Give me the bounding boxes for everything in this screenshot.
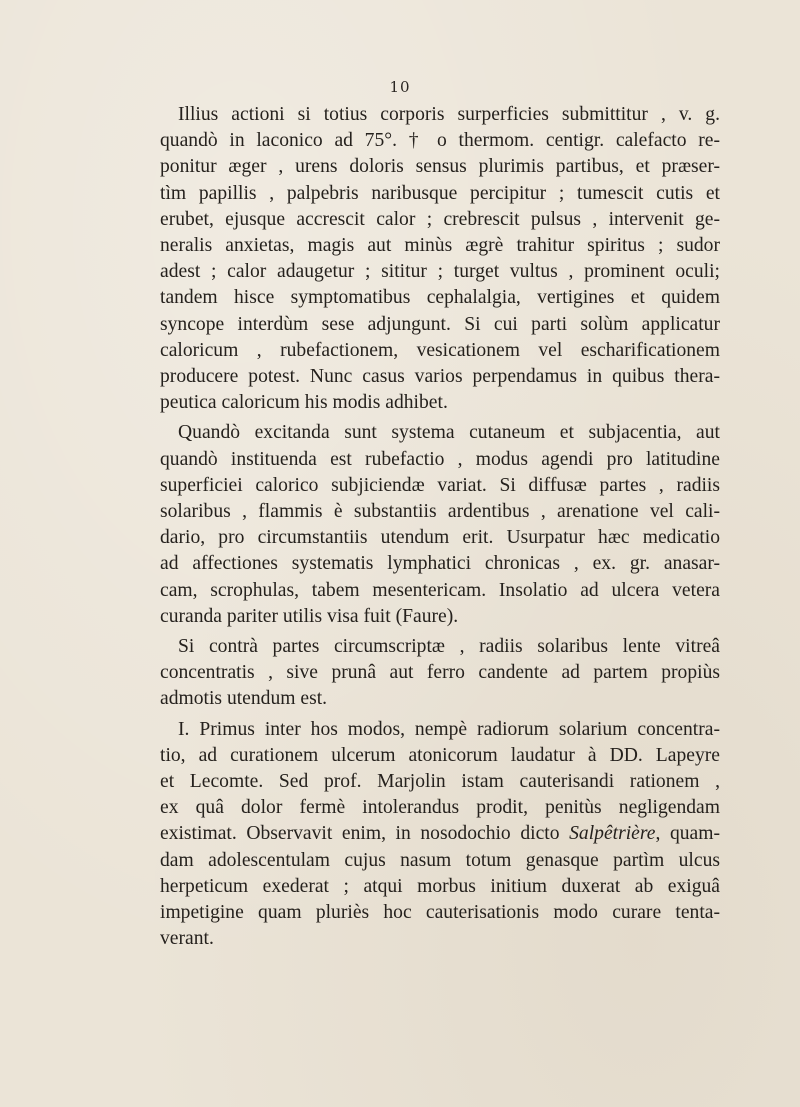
text-line: Si contrà partes circumscriptæ , radiis solaribus lente vitreâ — [178, 636, 720, 658]
text-line: tio, ad curationem ulcerum atonicorum laudatur à DD. Lapeyre — [160, 744, 720, 766]
text-line: solaribus , flammis è substantiis ardentibus , arenatione vel cali- — [160, 501, 720, 523]
text-line: quandò instituenda est rubefactio , modus agendi pro latitudine — [160, 448, 720, 470]
paragraph — [160, 634, 720, 713]
italic-place-name: Salpêtrière — [569, 823, 656, 845]
text-line: I. Primus inter hos modos, nempè radiorum solarium concentra- — [178, 718, 720, 740]
text-line: tandem hisce symptomatibus cephalalgia, vertigines et quidem — [160, 287, 720, 309]
text-line: verant. — [160, 928, 214, 950]
text-line: et Lecomte. Sed prof. Marjolin istam cauterisandi rationem , — [160, 771, 720, 793]
text-line: superficiei calorico subjiciendæ variat. Si diffusæ partes , radiis — [160, 474, 720, 496]
text-line: caloricum , rubefactionem, vesicationem vel escharificationem — [160, 339, 720, 361]
text-line: producere potest. Nunc casus varios perpendamus in quibus thera- — [160, 366, 720, 388]
text-line: ex quâ dolor fermè intolerandus prodit, penitùs negligendam — [160, 797, 720, 819]
text-line: adest ; calor adaugetur ; sititur ; turget vultus , prominent oculi; — [160, 261, 720, 283]
text-line: impetigine quam pluriès hoc cauterisationis modo curare tenta- — [160, 902, 720, 924]
text-line: dam adolescentulam cujus nasum totum genasque partìm ulcus — [160, 849, 720, 871]
text-line: ponitur æger , urens doloris sensus plurimis partibus, et præser- — [160, 156, 720, 178]
paragraph — [160, 420, 720, 630]
text-line: herpeticum exederat ; atqui morbus initium duxerat ab exiguâ — [160, 875, 720, 897]
text-line: dario, pro circumstantiis utendum erit. Usurpatur hæc medicatio — [160, 527, 720, 549]
paragraph — [160, 717, 720, 953]
text-line: ad affectiones systematis lymphatici chronicas , ex. gr. anasar- — [160, 553, 720, 575]
paragraph — [160, 102, 720, 416]
text-line: concentratis , sive prunâ aut ferro candente ad partem propiùs — [160, 662, 720, 684]
text-line: syncope interdùm sese adjungunt. Si cui parti solùm applicatur — [160, 313, 720, 335]
text-line: quandò in laconico ad 75°. † o thermom. centigr. calefacto re- — [160, 130, 720, 152]
text-line: neralis anxietas, magis aut minùs ægrè trahitur spiritus ; sudor — [160, 235, 720, 257]
text-line: tìm papillis , palpebris naribusque percipitur ; tumescit cutis et — [160, 182, 720, 204]
page-number: 10 — [389, 78, 411, 96]
body-text — [160, 102, 720, 953]
text-line: admotis utendum est. — [160, 688, 328, 710]
text-line: curanda pariter utilis visa fuit (Faure). — [160, 605, 459, 627]
text-line: Quandò excitanda sunt systema cutaneum et subjacentia, aut — [178, 422, 720, 444]
text-line: existimat. Observavit enim, in nosodochio dicto Salpêtrière, quam- — [160, 823, 721, 845]
text-line: peutica caloricum his modis adhibet. — [160, 392, 448, 414]
text-line: Illius actioni si totius corporis surperficies submittitur , v. g. — [178, 104, 720, 125]
text-line: cam, scrophulas, tabem mesentericam. Insolatio ad ulcera vetera — [160, 579, 720, 601]
text-line: erubet, ejusque accrescit calor ; crebrescit pulsus , intervenit ge- — [160, 208, 720, 230]
